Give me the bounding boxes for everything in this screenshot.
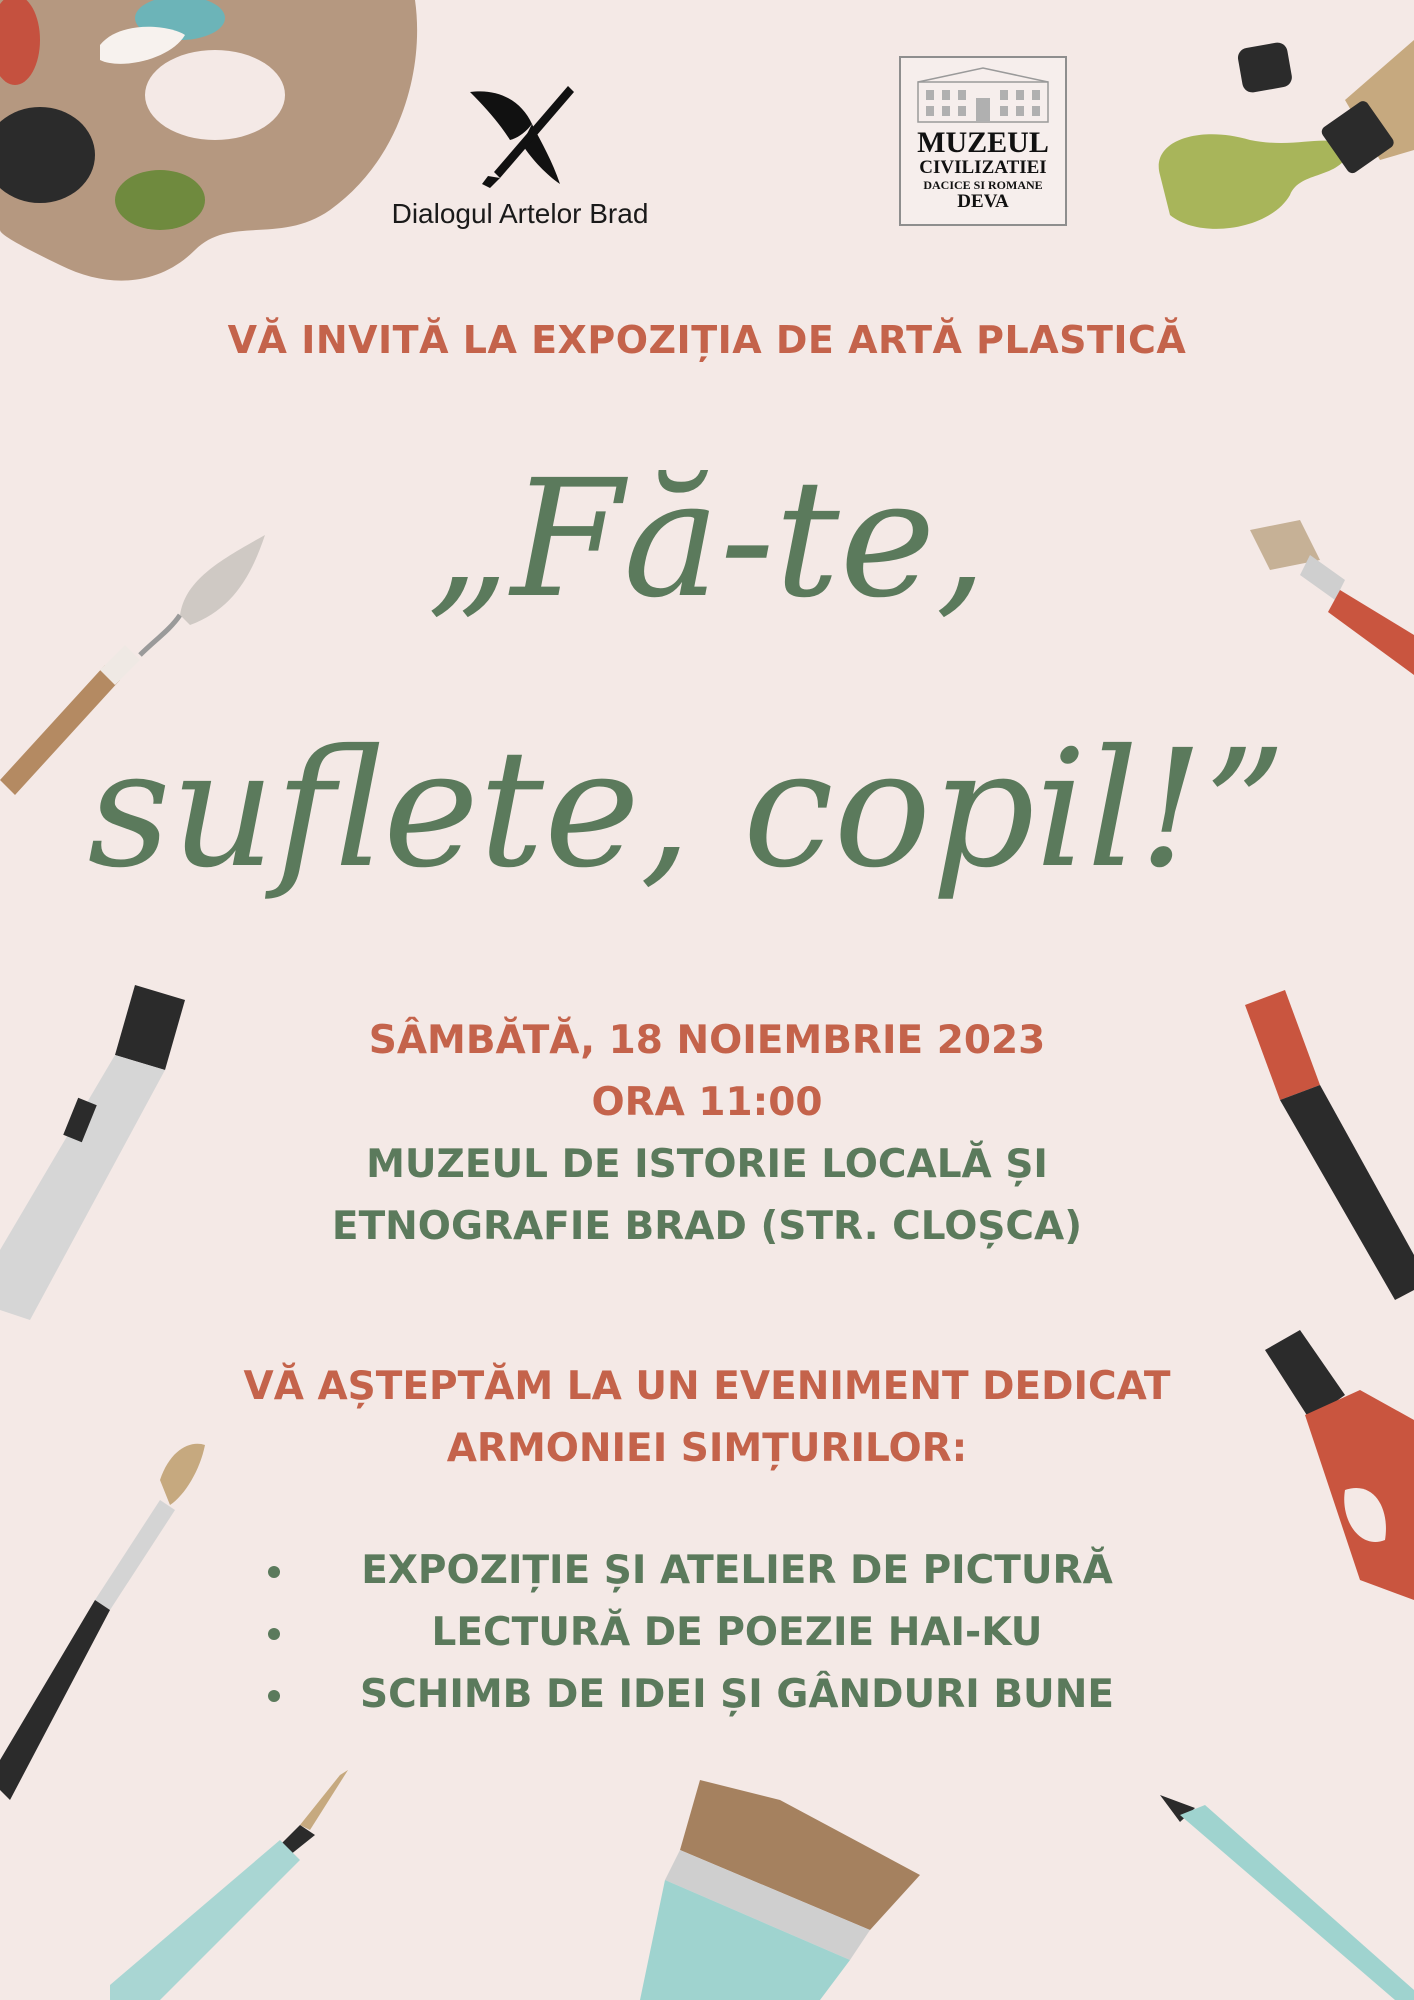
museum-building-icon bbox=[908, 64, 1058, 124]
flat-brush-icon bbox=[640, 1780, 920, 2000]
museum-name-line4: DEVA bbox=[957, 191, 1009, 212]
bullet-icon bbox=[268, 1566, 280, 1578]
dedication-line2: ARMONIEI SIMȚURILOR: bbox=[446, 1426, 968, 1471]
list-item bbox=[0, 1540, 1414, 1602]
paint-tube-icon bbox=[1159, 40, 1414, 229]
title-line1: „Fă-te, bbox=[426, 446, 988, 634]
palette-icon bbox=[0, 0, 417, 281]
pencil-icon bbox=[1160, 1795, 1414, 2000]
pen-icon bbox=[110, 1770, 348, 2000]
title-line2: suflete, copil!” bbox=[87, 716, 1287, 904]
activity-label: EXPOZIȚIE ȘI ATELIER DE PICTURĂ bbox=[361, 1548, 1113, 1593]
dedication-line1: VĂ AȘTEPTĂM LA UN EVENIMENT DEDICAT bbox=[243, 1364, 1171, 1409]
activity-label: LECTURĂ DE POEZIE HAI-KU bbox=[431, 1610, 1043, 1655]
activity-label: SCHIMB DE IDEI ȘI GÂNDURI BUNE bbox=[359, 1672, 1115, 1717]
museum-logo bbox=[899, 56, 1067, 226]
activities-list bbox=[0, 1540, 1414, 1726]
list-item bbox=[0, 1602, 1414, 1664]
dialogul-artelor-logo bbox=[370, 80, 670, 230]
bullet-icon bbox=[268, 1628, 280, 1640]
event-venue-line1: MUZEUL DE ISTORIE LOCALĂ ȘI bbox=[366, 1142, 1048, 1187]
museum-name-line3: DACICE SI ROMANE bbox=[923, 178, 1043, 192]
bullet-icon bbox=[268, 1690, 280, 1702]
quill-brush-logo-icon bbox=[460, 80, 580, 190]
invite-heading: VĂ INVITĂ LA EXPOZIȚIA DE ARTĂ PLASTICĂ bbox=[227, 318, 1187, 362]
dialogul-artelor-name: Dialogul Artelor Brad bbox=[391, 198, 649, 229]
museum-name-line2: CIVILIZATIEI bbox=[919, 157, 1047, 178]
museum-name-line1: MUZEUL bbox=[917, 126, 1049, 159]
event-venue-line2: ETNOGRAFIE BRAD (STR. CLOȘCA) bbox=[331, 1204, 1083, 1249]
event-date: SÂMBĂTĂ, 18 NOIEMBRIE 2023 bbox=[368, 1018, 1046, 1063]
event-time: ORA 11:00 bbox=[591, 1080, 823, 1125]
list-item bbox=[0, 1664, 1414, 1726]
